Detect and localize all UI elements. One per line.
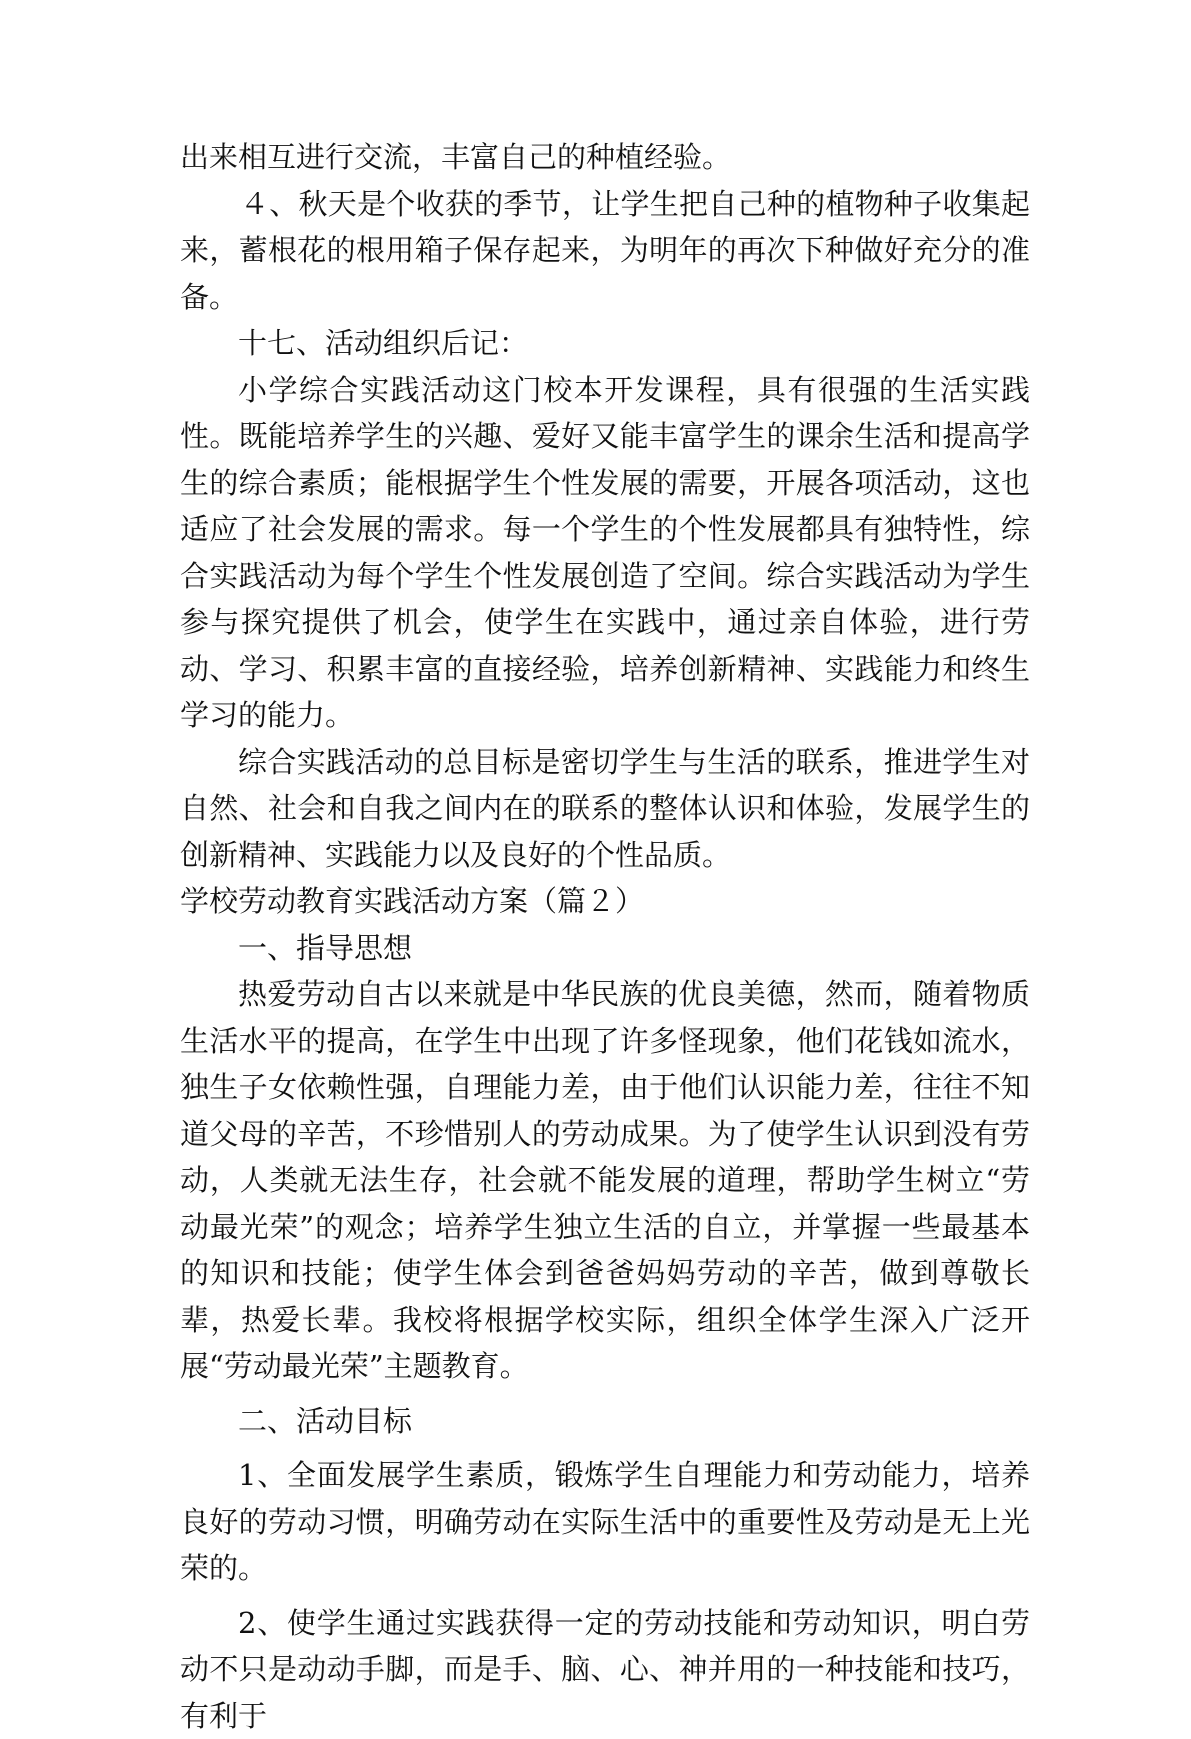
section-heading-afterword: 十七、活动组织后记： [180, 320, 1030, 367]
paragraph-guiding-thought: 热爱劳动自古以来就是中华民族的优良美德，然而，随着物质生活水平的提高，在学生中出现了许多怪现象，他们花钱如流水，独生子女依赖性强，自理能力差，由于他们认识能力差，往往不知道父母的辛苦，不珍惜别人的劳动成果。为了使学生认识到没有劳动，人类就无法生存，社会就不能发展的道理，帮助学生树立“劳动最光荣”的观念；培养学生独立生活的自立，并掌握一些最基本的知识和技能；使学生体会到爸爸妈妈劳动的辛苦，做到尊敬长辈，热爱长辈。我校将根据学校实际，组织全体学生深入广泛开展“劳动最光荣”主题教育。 [180, 971, 1030, 1390]
section-heading-goals: 二、活动目标 [180, 1398, 1030, 1445]
document-subtitle: 学校劳动教育实践活动方案（篇２） [180, 878, 1030, 925]
paragraph-afterword-2: 综合实践活动的总目标是密切学生与生活的联系，推进学生对自然、社会和自我之间内在的联系的整体认识和体验，发展学生的创新精神、实践能力以及良好的个性品质。 [180, 739, 1030, 879]
section-heading-guiding-thought: 一、指导思想 [180, 925, 1030, 972]
document-body [180, 134, 1030, 1739]
paragraph-afterword-1: 小学综合实践活动这门校本开发课程，具有很强的生活实践性。既能培养学生的兴趣、爱好又能丰富学生的课余生活和提高学生的综合素质；能根据学生个性发展的需要，开展各项活动，这也适应了社会发展的需求。每一个学生的个性发展都具有独特性，综合实践活动为每个学生个性发展创造了空间。综合实践活动为学生参与探究提供了机会，使学生在实践中，通过亲自体验，进行劳动、学习、积累丰富的直接经验，培养创新精神、实践能力和终生学习的能力。 [180, 367, 1030, 739]
paragraph-goal-1: 1、全面发展学生素质，锻炼学生自理能力和劳动能力，培养良好的劳动习惯，明确劳动在实际生活中的重要性及劳动是无上光荣的。 [180, 1452, 1030, 1592]
paragraph-goal-2: 2、使学生通过实践获得一定的劳动技能和劳动知识，明白劳动不只是动动手脚，而是手、脑、心、神并用的一种技能和技巧，有利于 [180, 1600, 1030, 1739]
paragraph-item-4: ４、秋天是个收获的季节，让学生把自己种的植物种子收集起来，蓄根花的根用箱子保存起来，为明年的再次下种做好充分的准备。 [180, 181, 1030, 321]
paragraph-continuation: 出来相互进行交流，丰富自己的种植经验。 [180, 134, 1030, 181]
